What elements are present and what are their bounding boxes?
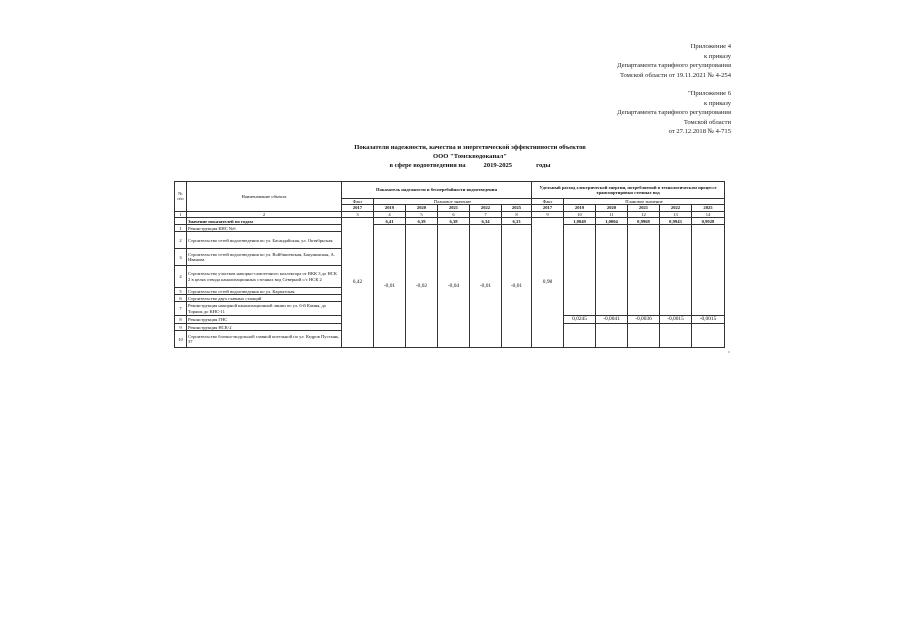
col-number: 3	[342, 211, 374, 217]
reliability-fact-2017: 6,42	[342, 218, 374, 348]
col-header-name: Наименование объекта	[187, 182, 342, 212]
col-number: 13	[660, 211, 692, 217]
row-number: 9	[175, 324, 187, 331]
indicators-table	[174, 181, 725, 348]
summary-value: 0,9968	[628, 218, 660, 225]
reliability-plan-value: -0,01	[470, 225, 502, 348]
row-number: 7	[175, 302, 187, 316]
object-name: Строительство участков напорно-самотечного коллектора от ВКК 3 до НСК 2 в целях отвода канализационных сточных вод Северной с/с НСК 2	[187, 266, 342, 288]
header-line: Приложение 4	[690, 43, 731, 50]
summary-value: 0,9943	[660, 218, 692, 225]
col-number: 9	[532, 211, 564, 217]
company-name: ООО "Томскводоканал"	[433, 153, 507, 160]
year-header: 2022	[470, 205, 502, 211]
header-line: Томской области от 19.11.2021 № 4-254	[620, 71, 731, 79]
summary-row-label: Значение показателей по годам	[187, 218, 342, 225]
plan-label: Плановое значение	[374, 199, 532, 205]
row-number: 4	[175, 266, 187, 288]
row-number: 10	[175, 331, 187, 348]
col-number: 11	[596, 211, 628, 217]
header-line: от 27.12.2018 № 4-715	[668, 128, 731, 136]
reliability-plan-value: -0,02	[406, 225, 438, 348]
fact-label: Факт	[342, 199, 374, 205]
year-header: 2025	[502, 205, 532, 211]
year-header: 2021	[438, 205, 470, 211]
title-period-suffix: годы	[536, 162, 551, 169]
summary-value: 6,41	[374, 218, 406, 225]
year-header: 2020	[596, 205, 628, 211]
title-period-prefix: в сфере водоотведения на	[389, 162, 466, 169]
summary-value: 6,33	[502, 218, 532, 225]
plan-label: Плановое значение	[564, 199, 725, 205]
reliability-plan-value: -0,01	[502, 225, 532, 348]
year-header: 2022	[660, 205, 692, 211]
document-title: Показатели надежности, качества и энергетической эффективности объектов	[354, 144, 586, 151]
energy-plan-value: -0,0015	[692, 316, 725, 324]
object-name: Реконструкция НСК-2	[187, 324, 342, 331]
col-number: 14	[692, 211, 725, 217]
energy-plan-value: -0,0036	[628, 316, 660, 324]
summary-value: 6,38	[438, 218, 470, 225]
year-header: 2017	[532, 205, 564, 211]
title-period-years: 2019-2025	[483, 162, 513, 169]
object-name: Строительство двух главных станций	[187, 295, 342, 302]
row-number: 1	[175, 225, 187, 232]
col-number: 5	[406, 211, 438, 217]
object-name: Строительство сетей водоотведения по ул. Басандайская, ул. Октябрьская	[187, 232, 342, 249]
row-number: 5	[175, 288, 187, 295]
year-header: 2025	[692, 205, 725, 211]
object-name: Реконструкция напорной канализационной линии по ул. 6-й Камня, до Торжок до КНС-11	[187, 302, 342, 316]
col-number: 7	[470, 211, 502, 217]
header-line: к приказу	[704, 52, 731, 60]
header-block-1	[617, 42, 731, 80]
group-header-energy: Удельный расход электрической энергии, потребляемой в технологическом процессе транспортировки сточных вод	[532, 182, 725, 199]
header-line: Департамента тарифного регулирования	[617, 62, 731, 70]
row-number: 2	[175, 232, 187, 249]
col-number: 10	[564, 211, 596, 217]
summary-value: 1,0049	[564, 218, 596, 225]
object-name: Реконструкция ГНС	[187, 316, 342, 324]
energy-plan-value: -0,0015	[660, 316, 692, 324]
energy-plan-value: -0,0041	[596, 316, 628, 324]
group-header-reliability: Показатель надежности и бесперебойности водоотведения	[342, 182, 532, 199]
row-number: 6	[175, 295, 187, 302]
col-header-no: № п/п	[175, 182, 187, 212]
object-name: Реконструкция КНС №6	[187, 225, 342, 232]
row-number: 3	[175, 249, 187, 266]
object-name: Строительство сетей водоотведения по ул. Карпатская	[187, 288, 342, 295]
object-name: Строительство сетей водоотведения по ул. Войбишевская, Бакунинская, А. Иванова	[187, 249, 342, 266]
summary-value: 6,34	[470, 218, 502, 225]
summary-value: 6,39	[406, 218, 438, 225]
header-line: Томской области	[683, 118, 731, 126]
year-header: 2019	[374, 205, 406, 211]
fact-label: Факт	[532, 199, 564, 205]
col-number: 8	[502, 211, 532, 217]
col-number: 2	[187, 211, 342, 217]
col-number: 1	[175, 211, 187, 217]
year-header: 2021	[628, 205, 660, 211]
col-number: 6	[438, 211, 470, 217]
header-line: Департамента тарифного регулирования	[617, 109, 731, 117]
col-number: 4	[374, 211, 406, 217]
energy-fact-2017: 0,98	[532, 218, 564, 348]
title-period	[175, 162, 765, 171]
energy-plan-value: 0,0245	[564, 316, 596, 324]
year-header: 2020	[406, 205, 438, 211]
header-block-2	[617, 89, 731, 137]
reliability-plan-value: -0,04	[438, 225, 470, 348]
reliability-plan-value: -0,01	[374, 225, 406, 348]
year-header: 2017	[342, 205, 374, 211]
year-header: 2019	[564, 205, 596, 211]
summary-value: 1,0004	[596, 218, 628, 225]
object-name: Строительство блочно-модульной главной котельной по ул. Кедров Пустынь, 37	[187, 331, 342, 348]
row-number: 8	[175, 316, 187, 324]
summary-value: 0,9928	[692, 218, 725, 225]
col-number: 12	[628, 211, 660, 217]
header-line: к приказу	[704, 99, 731, 107]
header-line: "Приложение 6	[687, 90, 731, 97]
closing-quote-mark: "	[728, 352, 731, 357]
